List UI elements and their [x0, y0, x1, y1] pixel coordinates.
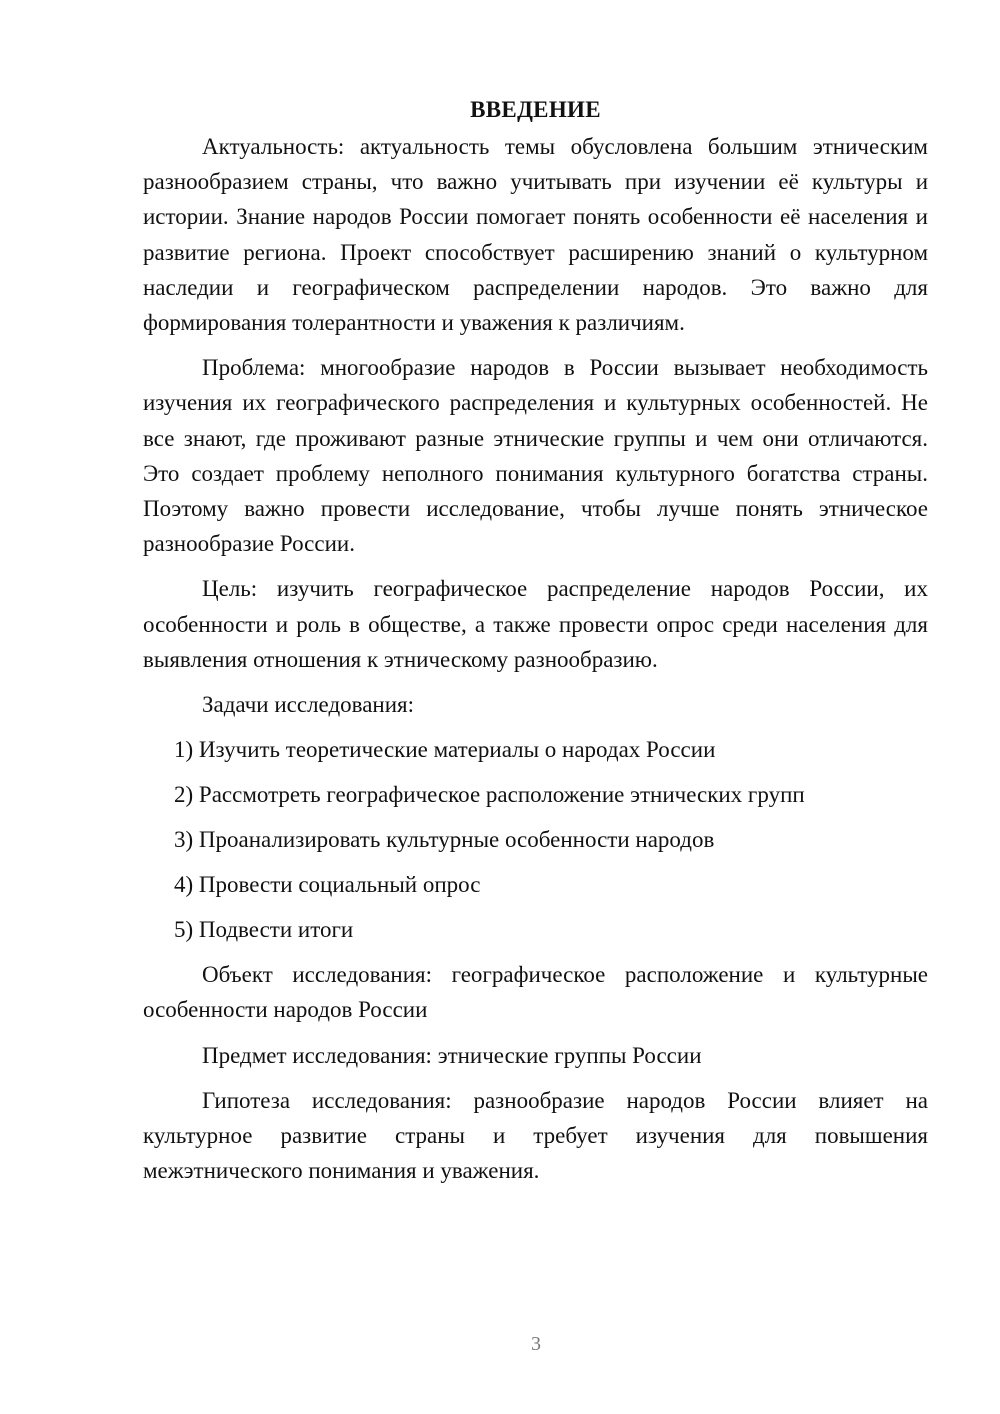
task-item: 2) Рассмотреть географическое расположение этнических групп — [174, 782, 805, 808]
goal-paragraph: Цель: изучить географическое распределение народов России, их особенности и роль в обществе, а также провести опрос среди населения для выявления отношения к этническому разнообразию. — [143, 576, 928, 672]
task-item: 1) Изучить теоретические материалы о народах России — [174, 737, 716, 763]
tasks-heading: Задачи исследования: — [202, 692, 415, 718]
tasks-list — [143, 732, 928, 947]
object-paragraph: Объект исследования: географическое расположение и культурные особенности народов России — [143, 962, 928, 1023]
hypothesis-paragraph: Гипотеза исследования: разнообразие народов России влияет на культурное развитие страны и требует изучения для повышения межэтнического понимания и уважения. — [143, 1087, 928, 1184]
task-item: 5) Подвести итоги — [174, 917, 354, 943]
task-item: 3) Проанализировать культурные особенности народов — [174, 827, 715, 853]
page-title: ВВЕДЕНИЕ — [470, 97, 601, 122]
task-item: 4) Провести социальный опрос — [174, 872, 481, 898]
relevance-paragraph: Актуальность: актуальность темы обусловлена большим этническим разнообразием страны, что важно учитывать при изучении её культуры и истории. Знание народов России помогает понять особенности её населения и развитие региона. Проект способствует расширению знаний о культурном наследии и географическом распределении народов. Это важно для формирования толерантности и уважения к различиям. — [143, 134, 928, 336]
page-number: 3 — [531, 1333, 541, 1355]
subject-paragraph: Предмет исследования: этнические группы России — [202, 1042, 702, 1068]
problem-paragraph: Проблема: многообразие народов в России вызывает необходимость изучения их географического распределения и культурных особенностей. Не все знают, где проживают разные этнические группы и чем они отличаются. Это создает проблему неполного понимания культурного богатства страны. Поэтому важно провести исследование, чтобы лучше понять этническое разнообразие России. — [143, 355, 928, 557]
